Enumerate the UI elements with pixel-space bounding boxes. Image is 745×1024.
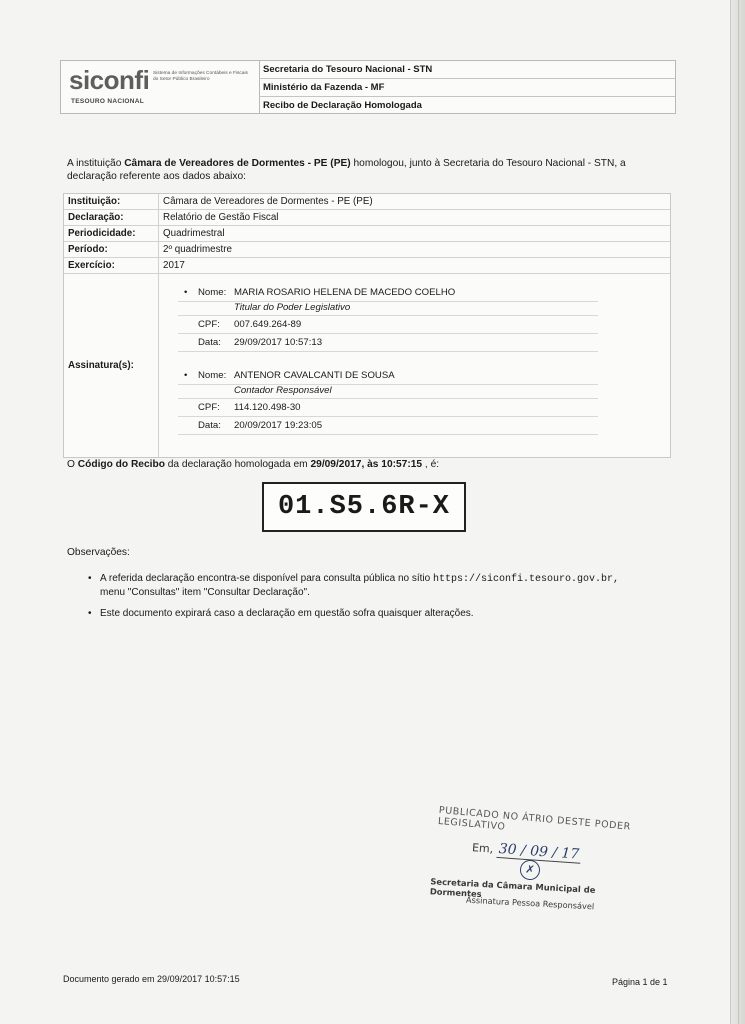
stamp-line-secretaria: Secretaria da Câmara Municipal de Dormentes <box>429 876 596 899</box>
observations-title: Observações: <box>67 547 130 558</box>
signer-name-line <box>178 367 598 385</box>
field-row-declaration <box>64 210 670 226</box>
header-line-mf: Ministério da Fazenda - MF <box>259 79 675 97</box>
observation-text: A referida declaração encontra-se disponível para consulta pública no sítio <box>100 573 433 584</box>
signer-date-label: Data: <box>198 337 221 348</box>
publication-stamp <box>428 804 648 930</box>
observation-item <box>88 607 648 620</box>
receipt-suffix: , é: <box>422 459 440 470</box>
signatures-row <box>64 274 670 457</box>
signer-1 <box>178 284 598 352</box>
field-value: Relatório de Gestão Fiscal <box>163 212 279 223</box>
field-row-institution <box>64 194 670 210</box>
signer-name: MARIA ROSARIO HELENA DE MACEDO COELHO <box>234 287 456 298</box>
signer-cpf-line <box>178 316 598 334</box>
signer-date-label: Data: <box>198 420 221 431</box>
observation-item <box>88 572 648 599</box>
declaration-table <box>63 193 671 458</box>
stamp-handwritten-date: 30 / 09 / 17 <box>496 841 582 864</box>
field-value: Câmara de Vereadores de Dormentes - PE (PE) <box>163 196 373 207</box>
signer-role: Titular do Poder Legislativo <box>234 302 351 313</box>
receipt-code-label: Código do Recibo <box>77 459 165 470</box>
field-value: 2º quadrimestre <box>163 244 232 255</box>
field-label: Declaração: <box>64 210 159 225</box>
observations-list <box>88 572 648 628</box>
field-row-period <box>64 242 670 258</box>
field-row-exercise <box>64 258 670 274</box>
signature-scribble-icon: ✗ <box>519 859 542 882</box>
siconfi-logo <box>61 61 260 113</box>
receipt-sentence <box>67 459 439 470</box>
field-row-periodicity <box>64 226 670 242</box>
field-label: Instituição: <box>64 194 159 209</box>
footer-generated: Documento gerado em 29/09/2017 10:57:15 <box>63 974 240 984</box>
intro-institution: Câmara de Vereadores de Dormentes - PE (PE) <box>124 158 351 169</box>
signer-cpf-label: CPF: <box>198 319 220 330</box>
signer-date: 29/09/2017 10:57:13 <box>234 337 323 348</box>
footer-page-number: Página 1 de 1 <box>612 977 668 987</box>
stamp-line-published: PUBLICADO NO ÁTRIO DESTE PODER LEGISLATIVO <box>437 804 632 833</box>
bullet-icon: • <box>184 370 188 381</box>
observation-text: Este documento expirará caso a declaração em questão sofra quaisquer alterações. <box>100 608 474 619</box>
signer-cpf: 007.649.264-89 <box>234 319 302 330</box>
header-line-title: Recibo de Declaração Homologada <box>263 100 422 111</box>
intro-prefix: A instituição <box>67 158 125 169</box>
header-line-stn: Secretaria do Tesouro Nacional - STN <box>259 61 675 79</box>
signatures-label: Assinatura(s): <box>68 360 134 371</box>
signer-name: ANTENOR CAVALCANTI DE SOUSA <box>234 370 395 381</box>
receipt-middle: da declaração homologada em <box>164 459 311 470</box>
page-edge-line <box>738 0 739 1024</box>
document-header <box>60 60 676 114</box>
field-label: Exercício: <box>64 258 159 273</box>
observation-text-cont: menu "Consultas" item "Consultar Declaração". <box>100 587 310 598</box>
signer-date-line <box>178 334 598 352</box>
signer-date: 20/09/2017 19:23:05 <box>234 420 323 431</box>
signer-name-line <box>178 284 598 302</box>
field-label: Período: <box>64 242 159 257</box>
intro-suffix: homologou, junto à Secretaria do Tesouro Nacional - STN, a declaração referente aos dados abaixo: <box>67 158 626 182</box>
header-lines <box>259 61 675 114</box>
receipt-date: 29/09/2017, às 10:57:15 <box>310 459 423 470</box>
receipt-prefix: O <box>67 459 78 470</box>
receipt-code: 01.S5.6R-X <box>277 492 451 522</box>
field-label: Periodicidade: <box>64 226 159 241</box>
signer-role-line <box>178 302 598 316</box>
intro-paragraph <box>67 157 667 183</box>
signatures-label-cell <box>64 274 159 457</box>
signer-role-line <box>178 385 598 399</box>
field-value: Quadrimestral <box>163 228 225 239</box>
signer-name-label: Nome: <box>198 370 227 381</box>
signer-cpf-line <box>178 399 598 417</box>
signer-date-line <box>178 417 598 435</box>
bullet-icon: • <box>88 608 92 619</box>
field-value: 2017 <box>163 260 185 271</box>
stamp-line-assinatura: Assinatura Pessoa Responsável <box>465 894 595 912</box>
stamp-em-label: Em, <box>471 841 494 856</box>
signer-2 <box>178 367 598 435</box>
bullet-icon: • <box>184 287 188 298</box>
logo-wordmark: siconfi <box>69 65 150 95</box>
signer-cpf-label: CPF: <box>198 402 220 413</box>
logo-org: TESOURO NACIONAL <box>71 98 145 105</box>
bullet-icon: • <box>88 573 92 584</box>
receipt-code-box <box>262 482 466 532</box>
signer-name-label: Nome: <box>198 287 227 298</box>
siconfi-url-link[interactable]: https://siconfi.tesouro.gov.br, <box>432 574 620 585</box>
signer-cpf: 114.120.498-30 <box>234 402 301 413</box>
logo-subtitle: Sistema de Informações Contábeis e Fiscais do Setor Público Brasileiro <box>153 71 248 82</box>
signer-role: Contador Responsável <box>234 385 332 396</box>
